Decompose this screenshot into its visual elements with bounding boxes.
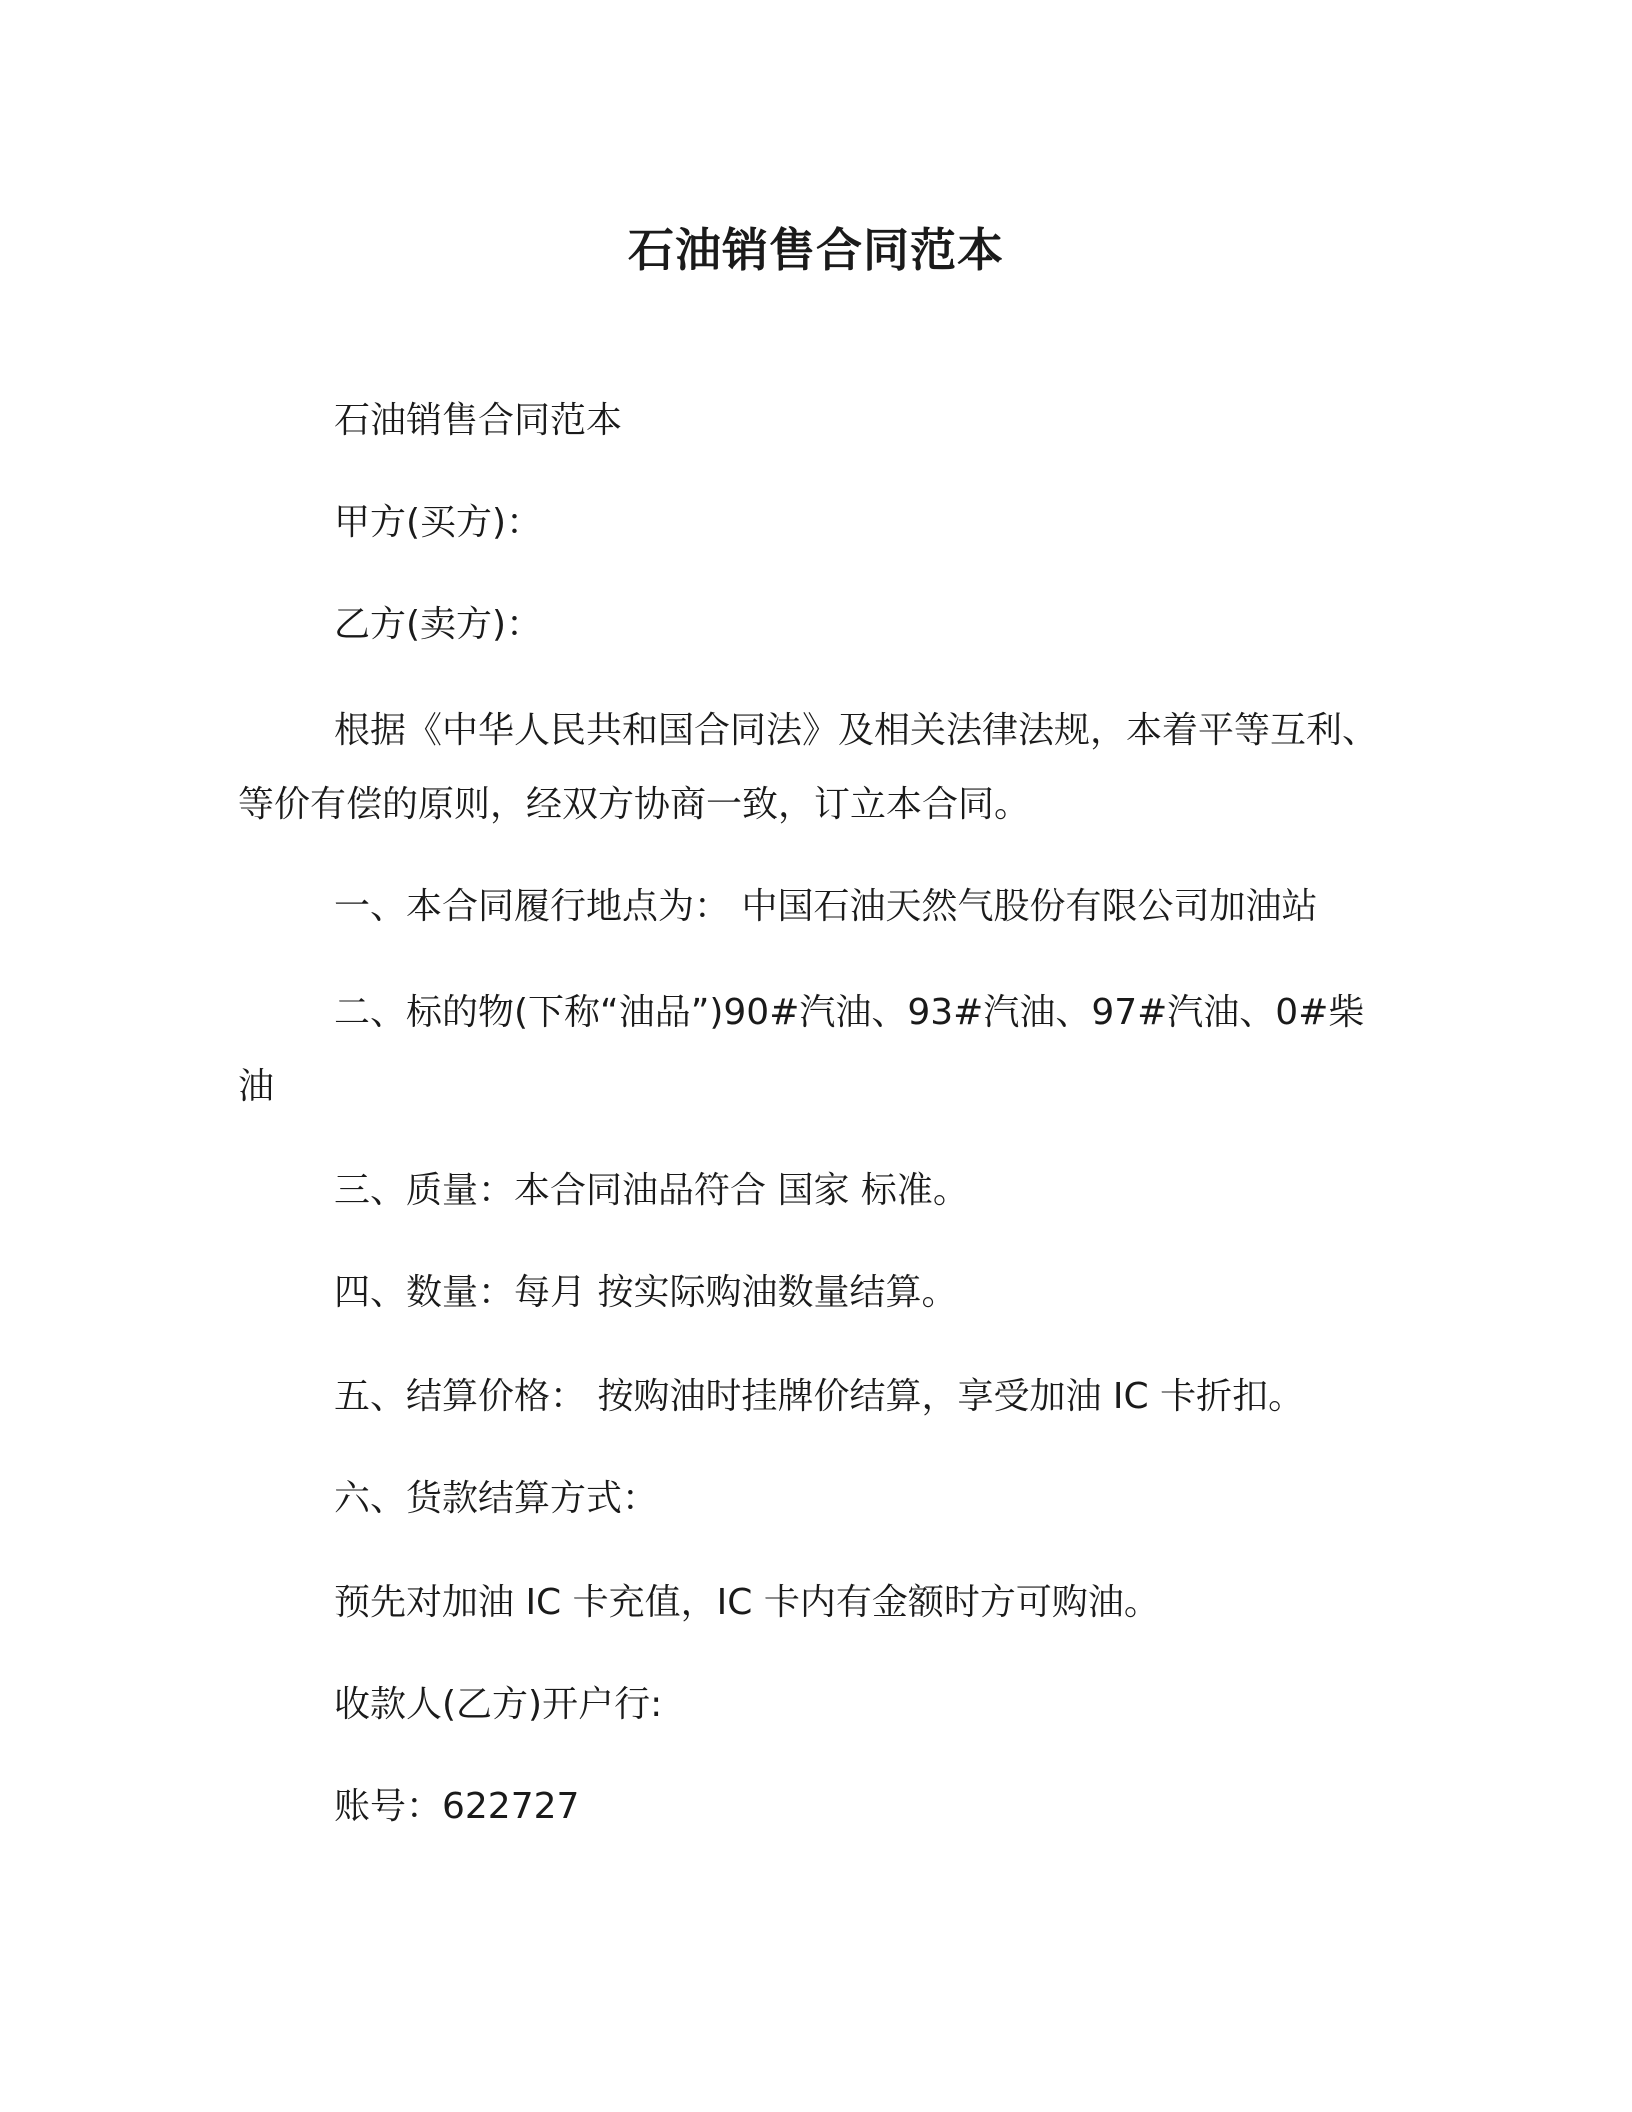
paragraph-party-b: 乙方(卖方)： [334, 604, 543, 645]
paragraph-payee-bank: 收款人(乙方)开户行: [334, 1684, 663, 1725]
paragraph-clause-5: 五、结算价格： 按购油时挂牌价结算，享受加油 IC 卡折扣。 [334, 1376, 1305, 1417]
paragraph-clause-6: 六、货款结算方式： [334, 1478, 659, 1519]
paragraph-prepay-note: 预先对加油 IC 卡充值，IC 卡内有金额时方可购油。 [334, 1582, 1160, 1623]
paragraph-preamble: 根据《中华人民共和国合同法》及相关法律法规，本着平等互利、等价有偿的原则，经双方协商一致，订立本合同。 [238, 710, 1379, 825]
document-title: 石油销售合同范本 [628, 223, 1004, 277]
paragraph-subtitle: 石油销售合同范本 [334, 400, 623, 441]
paragraph-clause-2: 二、标的物(下称“油品”)90#汽油、93#汽油、97#汽油、0#柴油 [238, 992, 1365, 1107]
paragraph-party-a: 甲方(买方)： [334, 502, 543, 543]
paragraph-account-number: 账号：622727 [334, 1786, 580, 1827]
paragraph-clause-3: 三、质量：本合同油品符合 国家 标准。 [334, 1170, 969, 1211]
paragraph-clause-4: 四、数量：每月 按实际购油数量结算。 [334, 1272, 958, 1313]
paragraph-clause-1: 一、本合同履行地点为： 中国石油天然气股份有限公司加油站 [334, 886, 1318, 927]
